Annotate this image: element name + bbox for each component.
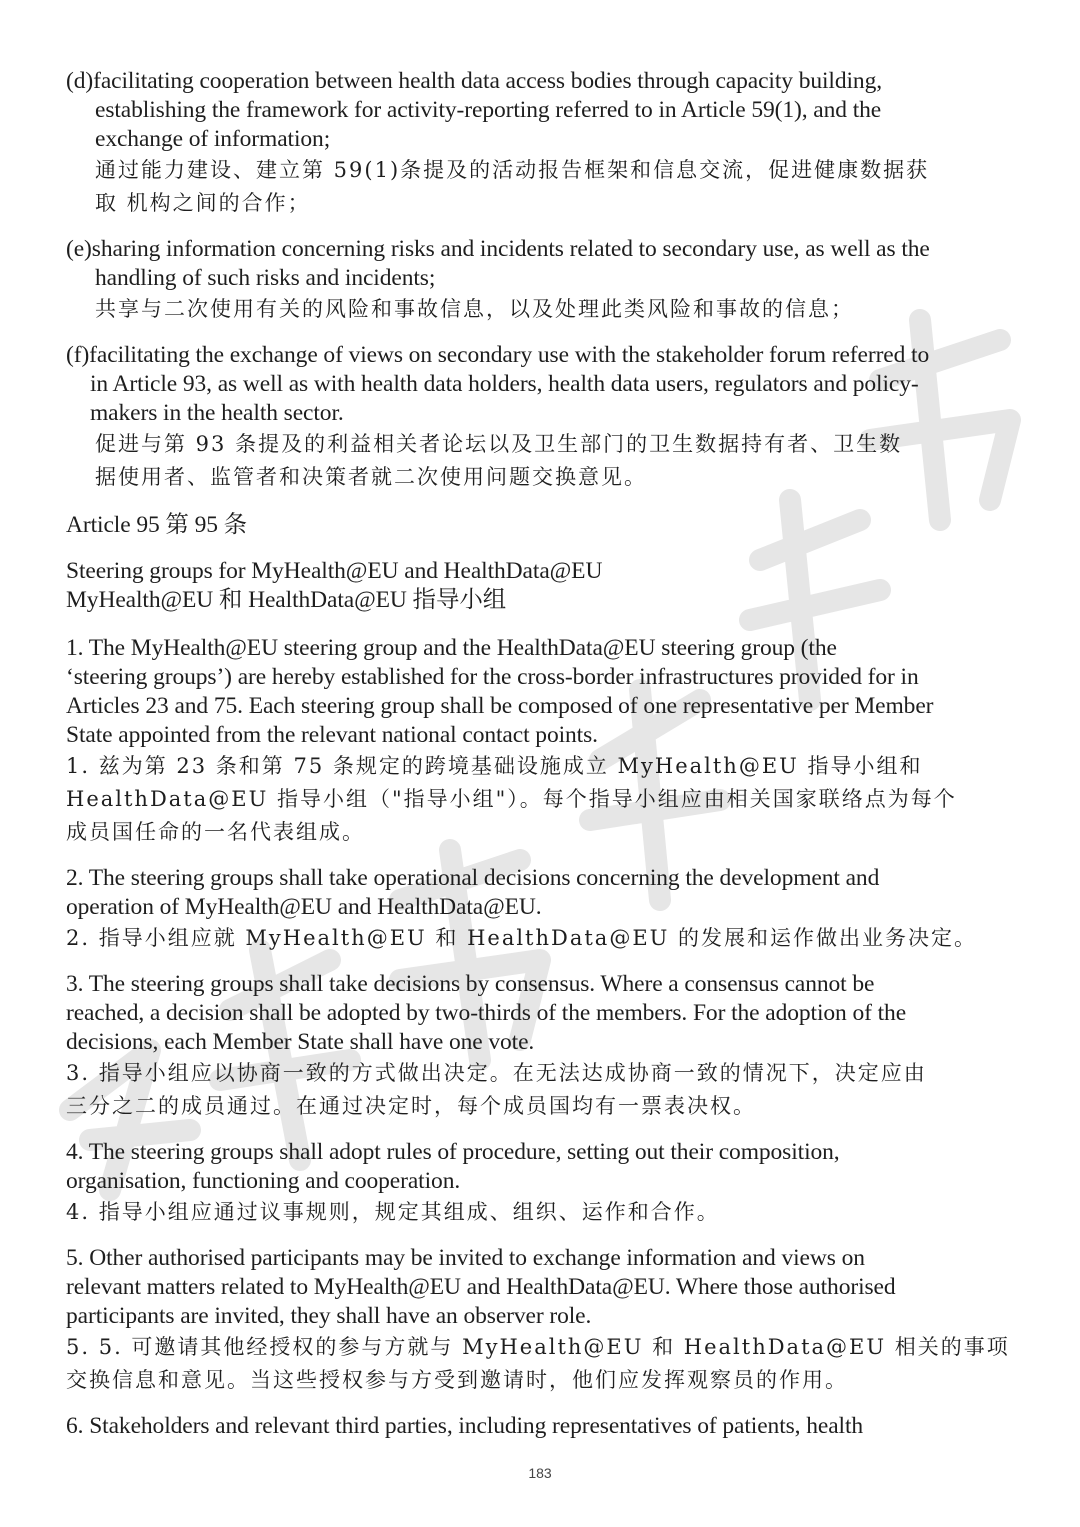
text-line: 交换信息和意见。当这些授权参与方受到邀请时，他们应发挥观察员的作用。: [66, 1368, 848, 1392]
text-line: (d)facilitating cooperation between health data access bodies through capacity building,: [66, 68, 883, 94]
text-line: decisions, each Member State shall have one vote.: [66, 1029, 535, 1055]
text-line: makers in the health sector.: [90, 400, 344, 426]
text-line: 3. 指导小组应以协商一致的方式做出决定。在无法达成协商一致的情况下，决定应由: [66, 1061, 927, 1085]
text-line: 3. The steering groups shall take decisions by consensus. Where a consensus cannot be: [66, 971, 875, 997]
text-line: State appointed from the relevant national contact points.: [66, 722, 598, 748]
text-line: 6. Stakeholders and relevant third parties, including representatives of patients, health: [66, 1413, 864, 1439]
text-line: Articles 23 and 75. Each steering group shall be composed of one representative per Member: [66, 693, 934, 719]
text-line: organisation, functioning and cooperation.: [66, 1168, 461, 1194]
text-line: 通过能力建设、建立第 59(1)条提及的活动报告框架和信息交流，促进健康数据获: [95, 158, 930, 182]
text-line: operation of MyHealth@EU and HealthData@EU.: [66, 894, 542, 920]
text-line: participants are invited, they shall have an observer role.: [66, 1303, 592, 1329]
text-line: handling of such risks and incidents;: [95, 265, 436, 291]
text-line: 4. 指导小组应通过议事规则，规定其组成、组织、运作和合作。: [66, 1200, 720, 1224]
text-line: 2. 指导小组应就 MyHealth@EU 和 HealthData@EU 的发展和运作做出业务决定。: [66, 926, 978, 950]
text-line: (e)sharing information concerning risks and incidents related to secondary use, as well as the: [66, 236, 930, 262]
text-line: 据使用者、监管者和决策者就二次使用问题交换意见。: [95, 465, 647, 489]
text-line: HealthData@EU 指导小组（"指导小组"）。每个指导小组应由相关国家联络点为每个: [66, 787, 957, 811]
text-line: 取 机构之间的合作；: [95, 191, 311, 215]
section-title: MyHealth@EU 和 HealthData@EU 指导小组: [66, 587, 507, 613]
page-number: 183: [528, 1465, 552, 1481]
text-line: 1. The MyHealth@EU steering group and the HealthData@EU steering group (the: [66, 635, 837, 661]
text-line: 三分之二的成员通过。在通过决定时，每个成员国均有一票表决权。: [66, 1094, 756, 1118]
text-line: reached, a decision shall be adopted by two-thirds of the members. For the adoption of the: [66, 1000, 907, 1026]
text-line: in Article 93, as well as with health data holders, health data users, regulators and policy-: [90, 371, 919, 397]
section-title: Steering groups for MyHealth@EU and HealthData@EU: [66, 558, 603, 584]
text-line: 1. 兹为第 23 条和第 75 条规定的跨境基础设施成立 MyHealth@EU 指导小组和: [66, 754, 923, 778]
article-heading: Article 95 第 95 条: [66, 512, 248, 538]
text-line: 促进与第 93 条提及的利益相关者论坛以及卫生部门的卫生数据持有者、卫生数: [95, 432, 903, 456]
text-line: 2. The steering groups shall take operational decisions concerning the development and: [66, 865, 880, 891]
text-line: relevant matters related to MyHealth@EU and HealthData@EU. Where those authorised: [66, 1274, 896, 1300]
text-line: 5. 5. 可邀请其他经授权的参与方就与 MyHealth@EU 和 HealthData@EU 相关的事项: [66, 1335, 1010, 1359]
text-line: (f)facilitating the exchange of views on secondary use with the stakeholder forum referred to: [66, 342, 930, 368]
text-line: 4. The steering groups shall adopt rules of procedure, setting out their composition,: [66, 1139, 840, 1165]
text-line: 共享与二次使用有关的风险和事故信息，以及处理此类风险和事故的信息；: [95, 297, 854, 321]
text-line: ‘steering groups’) are hereby established for the cross-border infrastructures provided for in: [66, 664, 919, 690]
text-line: exchange of information;: [95, 126, 331, 152]
text-line: establishing the framework for activity-reporting referred to in Article 59(1), and the: [95, 97, 882, 123]
text-line: 5. Other authorised participants may be invited to exchange information and views on: [66, 1245, 865, 1271]
text-line: 成员国任命的一名代表组成。: [66, 820, 365, 844]
